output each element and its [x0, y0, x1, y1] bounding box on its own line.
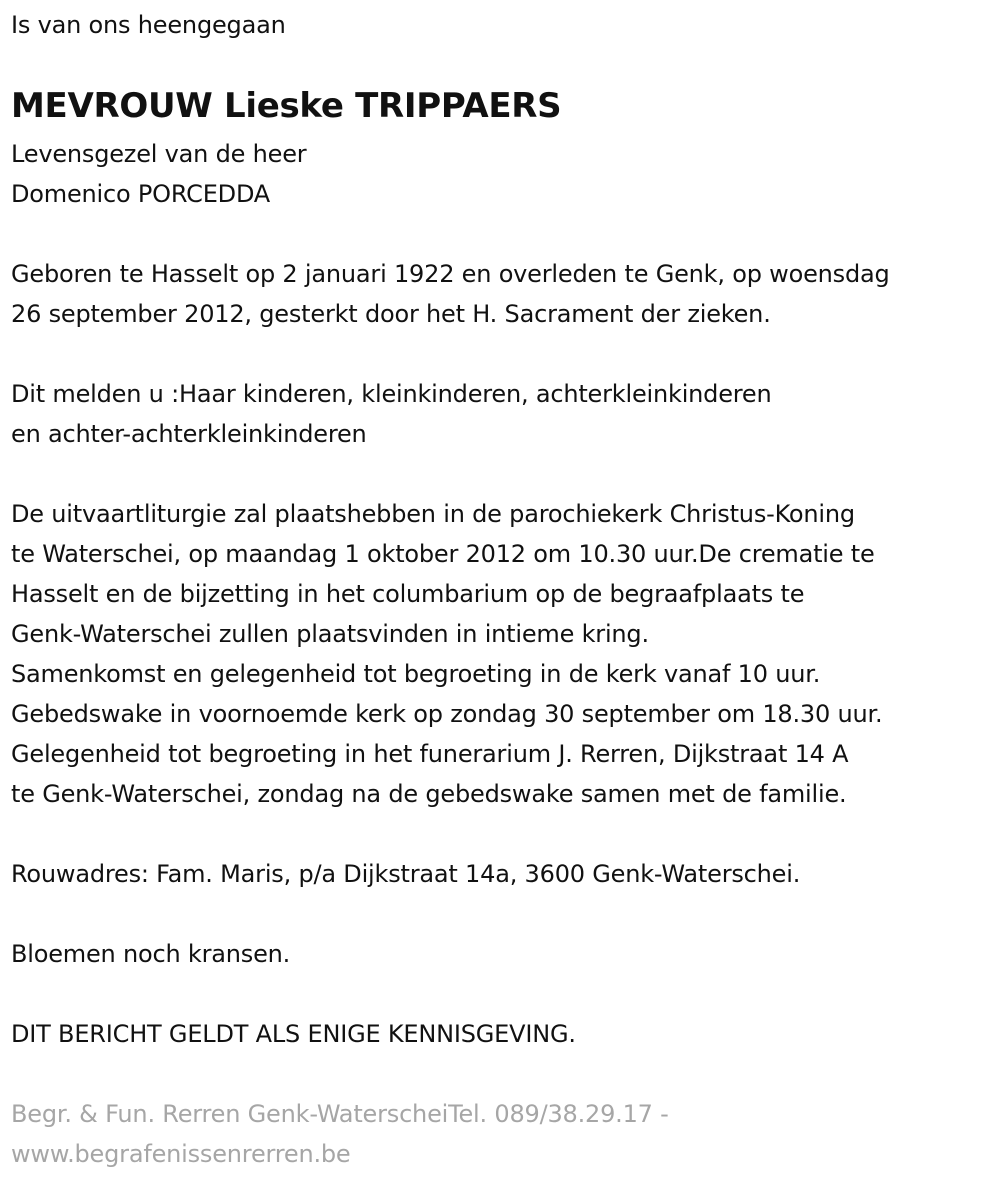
official-block — [11, 1014, 576, 1054]
funeral-line: De uitvaartliturgie zal plaatshebben in de parochiekerk Christus-Koning — [11, 500, 855, 528]
announcers-line: en achter-achterkleinkinderen — [11, 420, 367, 448]
birth-death-block — [11, 254, 890, 334]
funeral-line: Hasselt en de bijzetting in het columbarium op de begraafplaats te — [11, 580, 805, 608]
announcers-block — [11, 374, 772, 454]
funeral-home-info: Begr. & Fun. Rerren Genk-WaterscheiTel. 089/38.29.17 - — [11, 1100, 669, 1128]
official-notice: DIT BERICHT GELDT ALS ENIGE KENNISGEVING. — [11, 1020, 576, 1048]
birth-death-line: Geboren te Hasselt op 2 januari 1922 en overleden te Genk, op woensdag — [11, 260, 890, 288]
partner-line: Levensgezel van de heer — [11, 140, 307, 168]
funeral-line: te Genk-Waterschei, zondag na de gebedswake samen met de familie. — [11, 780, 847, 808]
partner-block — [11, 134, 306, 214]
funeral-line: Genk-Waterschei zullen plaatsvinden in intieme kring. — [11, 620, 649, 648]
funeral-line: Gebedswake in voornoemde kerk op zondag 30 september om 18.30 uur. — [11, 700, 883, 728]
deceased-name: MEVROUW Lieske TRIPPAERS — [11, 86, 562, 126]
intro-text: Is van ons heengegaan — [11, 11, 286, 39]
funeral-line: Gelegenheid tot begroeting in het funerarium J. Rerren, Dijkstraat 14 A — [11, 740, 849, 768]
address-block — [11, 854, 800, 894]
funeral-line: Samenkomst en gelegenheid tot begroeting in de kerk vanaf 10 uur. — [11, 660, 821, 688]
mourning-address: Rouwadres: Fam. Maris, p/a Dijkstraat 14a, 3600 Genk-Waterschei. — [11, 860, 801, 888]
partner-line: Domenico PORCEDDA — [11, 180, 271, 208]
funeral-home-website[interactable]: www.begrafenissenrerren.be — [11, 1140, 351, 1168]
announcers-line: Dit melden u :Haar kinderen, kleinkinderen, achterkleinkinderen — [11, 380, 772, 408]
flowers-note: Bloemen noch kransen. — [11, 940, 291, 968]
funeral-block — [11, 494, 882, 814]
birth-death-line: 26 september 2012, gesterkt door het H. Sacrament der zieken. — [11, 300, 771, 328]
flowers-block — [11, 934, 290, 974]
footer-block — [11, 1094, 669, 1174]
funeral-line: te Waterschei, op maandag 1 oktober 2012 om 10.30 uur.De crematie te — [11, 540, 875, 568]
